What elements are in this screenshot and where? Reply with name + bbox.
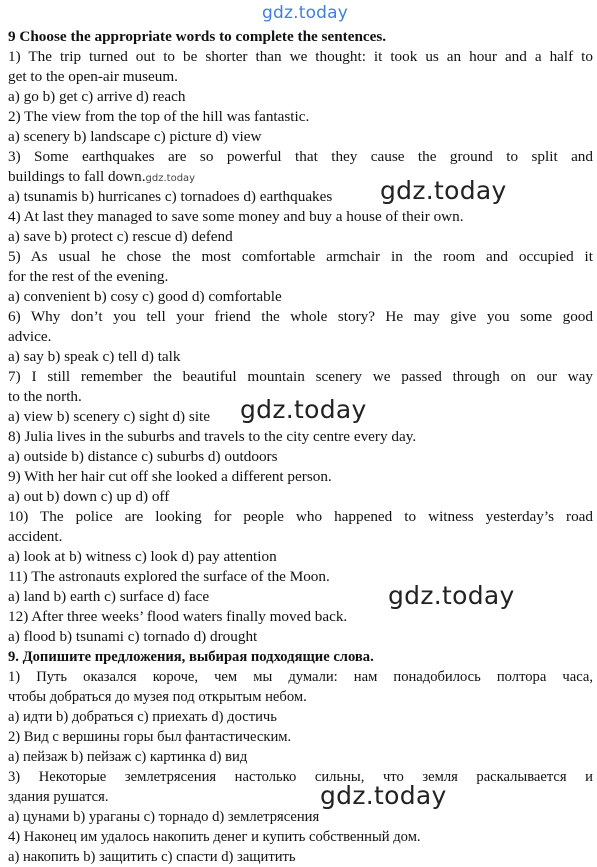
text-lines [8,27,593,867]
text-line: 11) The astronauts explored the surface of the Moon. [8,568,330,585]
watermark-big: gdz.today [380,176,507,205]
answer-options: а) цунами b) ураганы c) торнадо d) землетрясения [8,809,320,825]
answer-options: a) flood b) tsunami c) tornado d) drought [8,628,258,645]
text-line: 2) The view from the top of the hill was fantastic. [8,108,310,125]
exercise-heading-en: 9 Choose the appropriate words to complete the sentences. [8,28,387,45]
watermark-big: gdz.today [388,581,515,610]
text-line: for the rest of the evening. [8,268,169,285]
answer-options: а) идти b) добраться c) приехать d) достичь [8,709,277,725]
text-line: 4) Наконец им удалось накопить денег и купить собственный дом. [8,829,421,845]
answer-options: a) tsunamis b) hurricanes c) tornadoes d) earthquakes [8,188,333,205]
text-line: 7) I still remember the beautiful mountain scenery we passed through on our way [8,368,593,385]
answer-options: a) look at b) witness c) look d) pay attention [8,548,277,565]
text-span: buildings to fall down. [8,168,146,185]
watermark-big: gdz.today [240,395,367,424]
text-line: 3) Some earthquakes are so powerful that they cause the ground to split and [8,148,593,165]
text-line: 2) Вид с вершины горы был фантастическим. [8,729,292,745]
watermark-inline: gdz.today [145,173,196,184]
text-line: 6) Why don’t you tell your friend the whole story? He may give you some good [8,308,593,325]
answer-options: a) view b) scenery c) sight d) site [8,408,211,425]
answer-options: a) convenient b) cosy c) good d) comfortable [8,288,282,305]
text-line: advice. [8,328,52,345]
answer-options: a) go b) get c) arrive d) reach [8,88,186,105]
watermark-top: gdz.today [262,3,349,23]
answer-options: a) save b) protect c) rescue d) defend [8,228,233,245]
text-line: 4) At last they managed to save some money and buy a house of their own. [8,208,464,225]
text-line: 8) Julia lives in the suburbs and travels to the city centre every day. [8,428,417,445]
answer-options: a) scenery b) landscape c) picture d) view [8,128,262,145]
answer-options: а) пейзаж b) пейзаж c) картинка d) вид [8,749,248,765]
exercise-heading-ru: 9. Допишите предложения, выбирая подходящие слова. [8,649,374,665]
answer-options: a) outside b) distance c) suburbs d) outdoors [8,448,278,465]
text-line: здания рушатся. [8,789,109,805]
text-line: 1) Путь оказался короче, чем мы думали: нам понадобилось полтора часа, [8,669,593,685]
answer-options: a) out b) down c) up d) off [8,488,170,505]
text-line: 9) With her hair cut off she looked a different person. [8,468,332,485]
text-line: 3) Некоторые землетрясения настолько сильны, что земля раскалывается и [8,769,593,785]
text-line: accident. [8,528,63,545]
text-line: 5) As usual he chose the most comfortable armchair in the room and occupied it [8,248,593,265]
answer-options: a) land b) earth c) surface d) face [8,588,210,605]
text-line: 1) The trip turned out to be shorter than we thought: it took us an hour and a half to [8,48,593,65]
text-line: to the north. [8,388,82,405]
text-line: чтобы добраться до музея под открытым небом. [8,689,307,705]
text-line: get to the open-air museum. [8,68,178,85]
answer-options: а) накопить b) защитить c) спасти d) защитить [8,849,296,865]
text-line: 12) After three weeks’ flood waters finally moved back. [8,608,348,625]
text-line: 10) The police are looking for people who happened to witness yesterday’s road [8,508,593,525]
answer-options: a) say b) speak c) tell d) talk [8,348,181,365]
watermark-big: gdz.today [320,781,447,810]
